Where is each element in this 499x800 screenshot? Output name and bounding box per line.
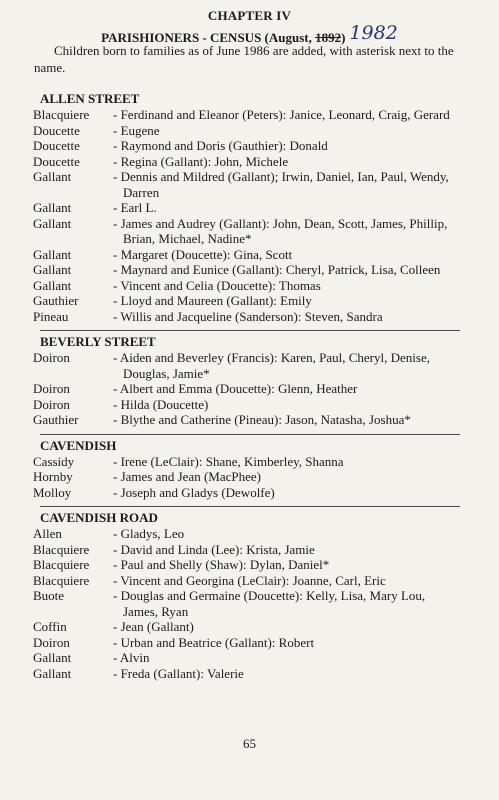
surname: Doiron [33,634,70,650]
household-entry [0,200,499,216]
family-members: - Ferdinand and Eleanor (Peters): Janice, Leonard, Craig, Gerard [113,107,450,122]
household-entry [0,542,499,558]
street-heading: BEVERLY STREET [40,330,460,350]
family-members: - Paul and Shelly (Shaw): Dylan, Daniel* [113,557,330,572]
household-entry [0,278,499,294]
family-members: - Vincent and Celia (Doucette): Thomas [113,277,321,293]
family-members: - Vincent and Georgina (LeClair): Joanne, Carl, Eric [113,572,386,588]
page-number: 65 [243,736,256,751]
household-entry [0,485,499,501]
street-heading: CAVENDISH [40,434,460,454]
street-section [0,330,499,428]
family-members: - David and Linda (Lee): Krista, Jamie [113,541,315,557]
surname: Gallant [33,277,72,293]
family-members: - Willis and Jacqueline (Sanderson): Steven, Sandra [113,308,383,324]
family-members: - Irene (LeClair): Shane, Kimberley, Shanna [113,453,344,469]
street-heading: ALLEN STREET [40,91,140,106]
household-entry [0,469,499,485]
surname: Blacquiere [33,572,90,588]
household-entry [0,350,499,381]
surname: Gallant [33,665,72,681]
family-members: - Gladys, Leo [113,526,185,541]
intro-paragraph: Children born to families as of June 1986 are added, with asterisk next to the name. [34,43,454,75]
surname: Doiron [33,381,70,396]
household-entry [0,293,499,309]
surname: Blacquiere [33,107,90,122]
household-entry [0,666,499,682]
family-members: - Albert and Emma (Doucette): Glenn, Heather [113,381,358,396]
surname: Gallant [33,169,72,184]
surname: Gallant [33,650,72,665]
household-entry [0,154,499,170]
family-members: - Joseph and Gladys (Dewolfe) [113,484,275,500]
household-entry [0,619,499,635]
chapter-heading: CHAPTER IV [207,8,292,23]
household-entry [0,262,499,278]
household-entry [0,381,499,397]
household-entry [0,138,499,154]
family-members: - Aiden and Beverley (Francis): Karen, Paul, Cheryl, Denise, Douglas, Jamie* [113,350,430,381]
family-members: - Freda (Gallant): Valerie [113,665,244,681]
title-suffix: ) [341,30,346,45]
household-entry [0,573,499,589]
surname: Cassidy [33,453,75,469]
family-members: - Earl L. [113,200,157,215]
family-members: - Alvin [113,650,150,665]
household-entry [0,526,499,542]
family-members: - James and Audrey (Gallant): John, Dean, Scott, James, Phillip, Brian, Michael, Nadine* [113,215,448,246]
household-entry [0,412,499,428]
household-entry [0,650,499,666]
surname: Doiron [33,350,70,365]
handwritten-year-correction: 1982 [349,22,398,44]
street-section [0,90,499,324]
surname: Blacquiere [33,541,90,557]
surname: Hornby [33,469,73,484]
household-entry [0,454,499,470]
household-entry [0,309,499,325]
surname: Molloy [33,484,72,500]
surname: Doucette [33,153,80,169]
family-members: - Douglas and Germaine (Doucette): Kelly, Lisa, Mary Lou, James, Ryan [113,588,426,619]
surname: Gallant [33,215,72,231]
household-entry [0,107,499,123]
family-members: - Urban and Beatrice (Gallant): Robert [113,634,315,650]
family-members: - Maynard and Eunice (Gallant): Cheryl, Patrick, Lisa, Colleen [113,262,441,277]
surname: Gallant [33,262,72,277]
family-members: - Regina (Gallant): John, Michele [113,153,289,169]
surname: Doucette [33,122,80,138]
surname: Gallant [33,246,72,262]
surname: Doucette [33,138,80,153]
family-members: - Margaret (Doucette): Gina, Scott [113,246,293,262]
surname: Buote [33,588,65,603]
surname: Gauthier [33,412,79,427]
household-entry [0,247,499,263]
household-entry [0,123,499,139]
family-members: - Lloyd and Maureen (Gallant): Emily [113,293,312,308]
household-entry [0,397,499,413]
street-section [0,506,499,681]
surname: Gauthier [33,293,79,308]
street-section [0,434,499,501]
census-listing [0,90,499,687]
family-members: - Jean (Gallant) [113,619,194,634]
surname: Pineau [33,308,69,324]
surname: Blacquiere [33,557,90,572]
surname: Allen [33,526,62,541]
household-entry [0,588,499,619]
household-entry [0,635,499,651]
family-members: - Hilda (Doucette) [113,396,209,412]
family-members: - Raymond and Doris (Gauthier): Donald [113,138,328,153]
household-entry [0,557,499,573]
surname: Coffin [33,619,67,634]
family-members: - Eugene [113,122,160,138]
family-members: - Dennis and Mildred (Gallant); Irwin, Daniel, Ian, Paul, Wendy, Darren [113,169,449,200]
surname: Gallant [33,200,72,215]
street-heading: CAVENDISH ROAD [40,506,460,526]
household-entry [0,216,499,247]
title-prefix: PARISHIONERS - CENSUS (August, [101,30,316,45]
household-entry [0,169,499,200]
family-members: - James and Jean (MacPhee) [113,469,261,484]
struck-year: 1892 [315,30,342,45]
family-members: - Blythe and Catherine (Pineau): Jason, Natasha, Joshua* [113,412,411,427]
surname: Doiron [33,396,70,412]
